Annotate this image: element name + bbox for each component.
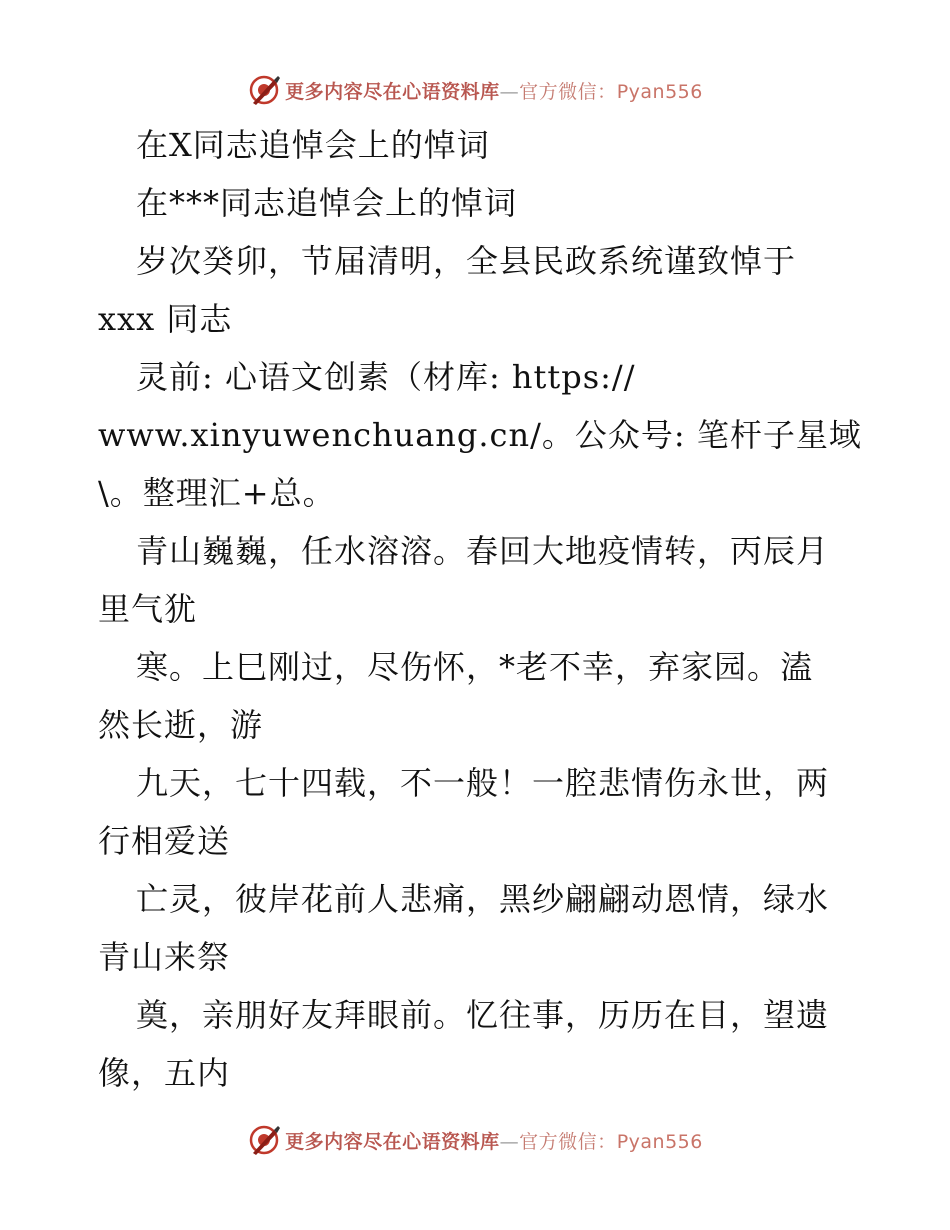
banner-account: Pyan556	[616, 80, 703, 103]
text-line: 里气犹	[98, 590, 198, 628]
text-line: 灵前: 心语文创素（材库: https://	[136, 358, 636, 396]
text-line: 寒。上巳刚过，尽伤怀，*老不幸，弃家园。溘	[136, 648, 814, 686]
banner-suffix: 官方微信：	[519, 1130, 617, 1153]
text-line: 奠，亲朋好友拜眼前。忆往事，历历在目，望遗	[136, 996, 830, 1034]
text-line: 像，五内	[98, 1054, 231, 1092]
banner-dash: —	[499, 1130, 520, 1153]
text-line: 青山来祭	[98, 938, 231, 976]
banner-account: Pyan556	[616, 1130, 703, 1153]
banner-prefix: 更多内容尽在心语资料库	[285, 1130, 500, 1153]
text-line: 岁次癸卯，节届清明，全县民政系统谨致悼于	[136, 242, 797, 280]
document-body	[98, 116, 878, 1102]
pen-logo-icon	[247, 1123, 281, 1157]
banner-suffix: 官方微信：	[519, 80, 617, 103]
header-banner	[0, 70, 950, 110]
banner-text	[285, 1127, 703, 1154]
text-line: www.xinyuwenchuang.cn/。公众号: 笔杆子星域	[98, 416, 862, 454]
text-line: xxx 同志	[98, 300, 233, 338]
text-line: 青山巍巍，任水溶溶。春回大地疫情转，丙辰月	[136, 532, 830, 570]
text-line: 在***同志追悼会上的悼词	[136, 184, 518, 222]
text-line: \。整理汇+总。	[98, 474, 336, 512]
banner-text	[285, 77, 703, 104]
text-line: 行相爱送	[98, 822, 231, 860]
text-line: 九天，七十四载，不一般！一腔悲情伤永世，两	[136, 764, 830, 802]
footer-banner	[0, 1120, 950, 1160]
text-line: 在X同志追悼会上的悼词	[136, 126, 490, 164]
banner-prefix: 更多内容尽在心语资料库	[285, 80, 500, 103]
banner-dash: —	[499, 80, 520, 103]
text-line: 亡灵，彼岸花前人悲痛，黑纱翩翩动恩情，绿水	[136, 880, 830, 918]
text-line: 然长逝，游	[98, 706, 264, 744]
pen-logo-icon	[247, 73, 281, 107]
